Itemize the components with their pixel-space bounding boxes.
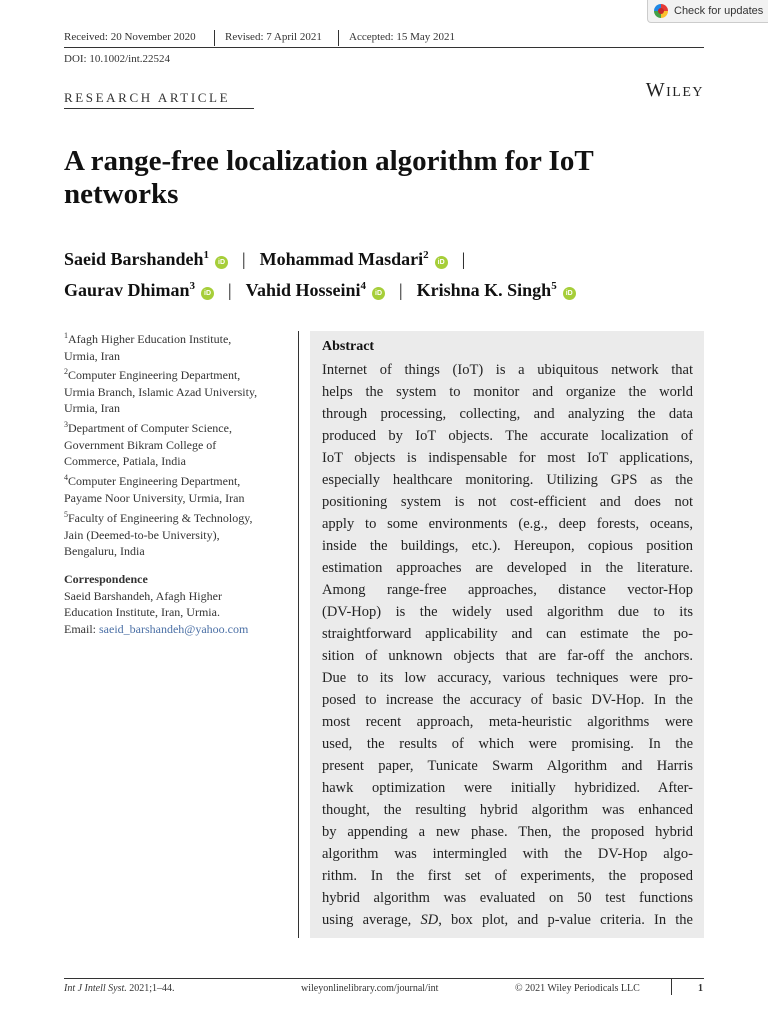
accepted-date: Accepted: 15 May 2021 [349, 31, 455, 43]
publisher-logo: Wiley [645, 79, 704, 101]
journal-url[interactable]: wileyonlinelibrary.com/journal/int [301, 983, 439, 994]
abstract-line: especially healthcare monitoring. Utilizing GPS as the [322, 472, 693, 488]
abstract-line: most recent approach, meta-heuristic algorithms were [322, 714, 693, 730]
abstract-line: sition of unknown objects that are far-off the anchors. [322, 648, 693, 664]
affiliation: $^2$Computer Engineering Department, Urmia Branch, Islamic Azad University, Urmia, Iran [64, 367, 258, 415]
abstract-line: hybrid algorithm was evaluated on 50 test functions [322, 890, 693, 906]
affiliation: $^4$Computer Engineering Department, Payame Noor University, Urmia, Iran [64, 473, 245, 505]
abstract-line: by appending a new phase. Then, the proposed hybrid [322, 824, 693, 840]
abstract-line: through processing, collecting, and analyzing the data [322, 406, 693, 422]
article-title: A range-free localization algorithm for IoT networks [64, 145, 594, 210]
section-label: RESEARCH ARTICLE [64, 90, 231, 105]
orcid-icon[interactable]: iD [372, 287, 385, 300]
orcid-icon[interactable]: iD [215, 256, 228, 269]
abstract-line: produced by IoT objects. The accurate localization of [322, 428, 693, 444]
abstract-line: inside the buildings, etc.). Hereupon, copious position [322, 538, 693, 554]
abstract-line: apply to some environments (e.g., deep forests, oceans, [322, 516, 693, 532]
abstract-line: hawk optimization were initially hybridized. After- [322, 780, 693, 796]
abstract-line: straightforward applicability and can estimate the po- [322, 626, 693, 642]
abstract-line: positioning system is not cost-efficient and does not [322, 494, 693, 510]
abstract-line: Due to its low accuracy, various techniques were pro- [322, 670, 693, 686]
received-date: Received: 20 November 2020 [64, 31, 196, 43]
abstract-line: Among range-free approaches, distance vector-Hop [322, 582, 693, 598]
crossmark-icon [654, 4, 668, 18]
author-name[interactable]: Vahid Hosseini$^4$ [245, 280, 367, 300]
copyright: © 2021 Wiley Periodicals LLC [515, 983, 640, 994]
footer-rule [64, 978, 704, 979]
page-number: 1 [698, 983, 703, 994]
separator: | [461, 249, 466, 269]
abstract-line: used, the results of which were promising. In the [322, 736, 693, 752]
separator: | [399, 280, 403, 300]
header-rule [64, 47, 704, 48]
abstract-line: Internet of things (IoT) is a ubiquitous network that [322, 362, 693, 378]
abstract-rule [298, 331, 299, 938]
divider [214, 30, 215, 46]
author-name[interactable]: Krishna K. Singh$^5$ [416, 280, 557, 300]
separator: | [228, 280, 232, 300]
separator: | [242, 249, 246, 269]
abstract-line: posed to increase the accuracy of basic DV-Hop. In the [322, 692, 693, 708]
abstract-line: present paper, Tunicate Swarm Algorithm and Harris [322, 758, 693, 774]
author-line [64, 242, 704, 273]
abstract-line: using average, SD, box plot, and p-value criteria. In the [322, 912, 693, 928]
divider [338, 30, 339, 46]
abstract-line: algorithm was intermingled with the DV-Hop algo- [322, 846, 693, 862]
check-for-updates-label: Check for updates [674, 5, 764, 17]
author-name[interactable]: Mohammad Masdari$^2$ [259, 249, 429, 269]
author-name[interactable]: Saeid Barshandeh$^1$ [64, 249, 210, 269]
divider [671, 979, 672, 995]
affiliation: $^1$Afagh Higher Education Institute, Urmia, Iran [64, 331, 232, 363]
affiliation: $^3$Department of Computer Science, Government Bikram College of Commerce, Patiala, India [64, 420, 232, 468]
author-line [64, 273, 704, 304]
abstract-line: IoT objects is indispensable for most IoT applications, [322, 450, 693, 466]
orcid-icon[interactable]: iD [201, 287, 214, 300]
abstract-line: thought, the resulting hybrid algorithm was enhanced [322, 802, 693, 818]
author-name[interactable]: Gaurav Dhiman$^3$ [64, 280, 196, 300]
correspondence: Correspondence Saeid Barshandeh, Afagh Higher Education Institute, Iran, Urmia. Email: saeid_barshandeh@yahoo.com [64, 572, 249, 636]
abstract-line: (DV-Hop) is the widely used algorithm due to its [322, 604, 693, 620]
correspondence-heading: Correspondence [64, 572, 148, 586]
email-link[interactable]: saeid_barshandeh@yahoo.com [99, 621, 249, 636]
section-underline [64, 108, 254, 109]
affiliation: $^5$Faculty of Engineering & Technology, Jain (Deemed-to-be University), Bengaluru, India [64, 510, 253, 558]
abstract-line: estimation approaches are developed in the literature. [322, 560, 693, 576]
author-list [64, 242, 704, 304]
revised-date: Revised: 7 April 2021 [225, 31, 322, 43]
journal-citation: Int J Intell Syst. 2021;1–44. [64, 983, 175, 994]
abstract-heading: Abstract [322, 339, 375, 354]
orcid-icon[interactable]: iD [435, 256, 448, 269]
abstract-line: rithm. In the first set of experiments, the proposed [322, 868, 693, 884]
doi[interactable]: DOI: 10.1002/int.22524 [64, 53, 171, 65]
check-for-updates-button[interactable] [647, 0, 768, 23]
orcid-icon[interactable]: iD [563, 287, 576, 300]
abstract-line: helps the system to monitor and organize the world [322, 384, 693, 400]
